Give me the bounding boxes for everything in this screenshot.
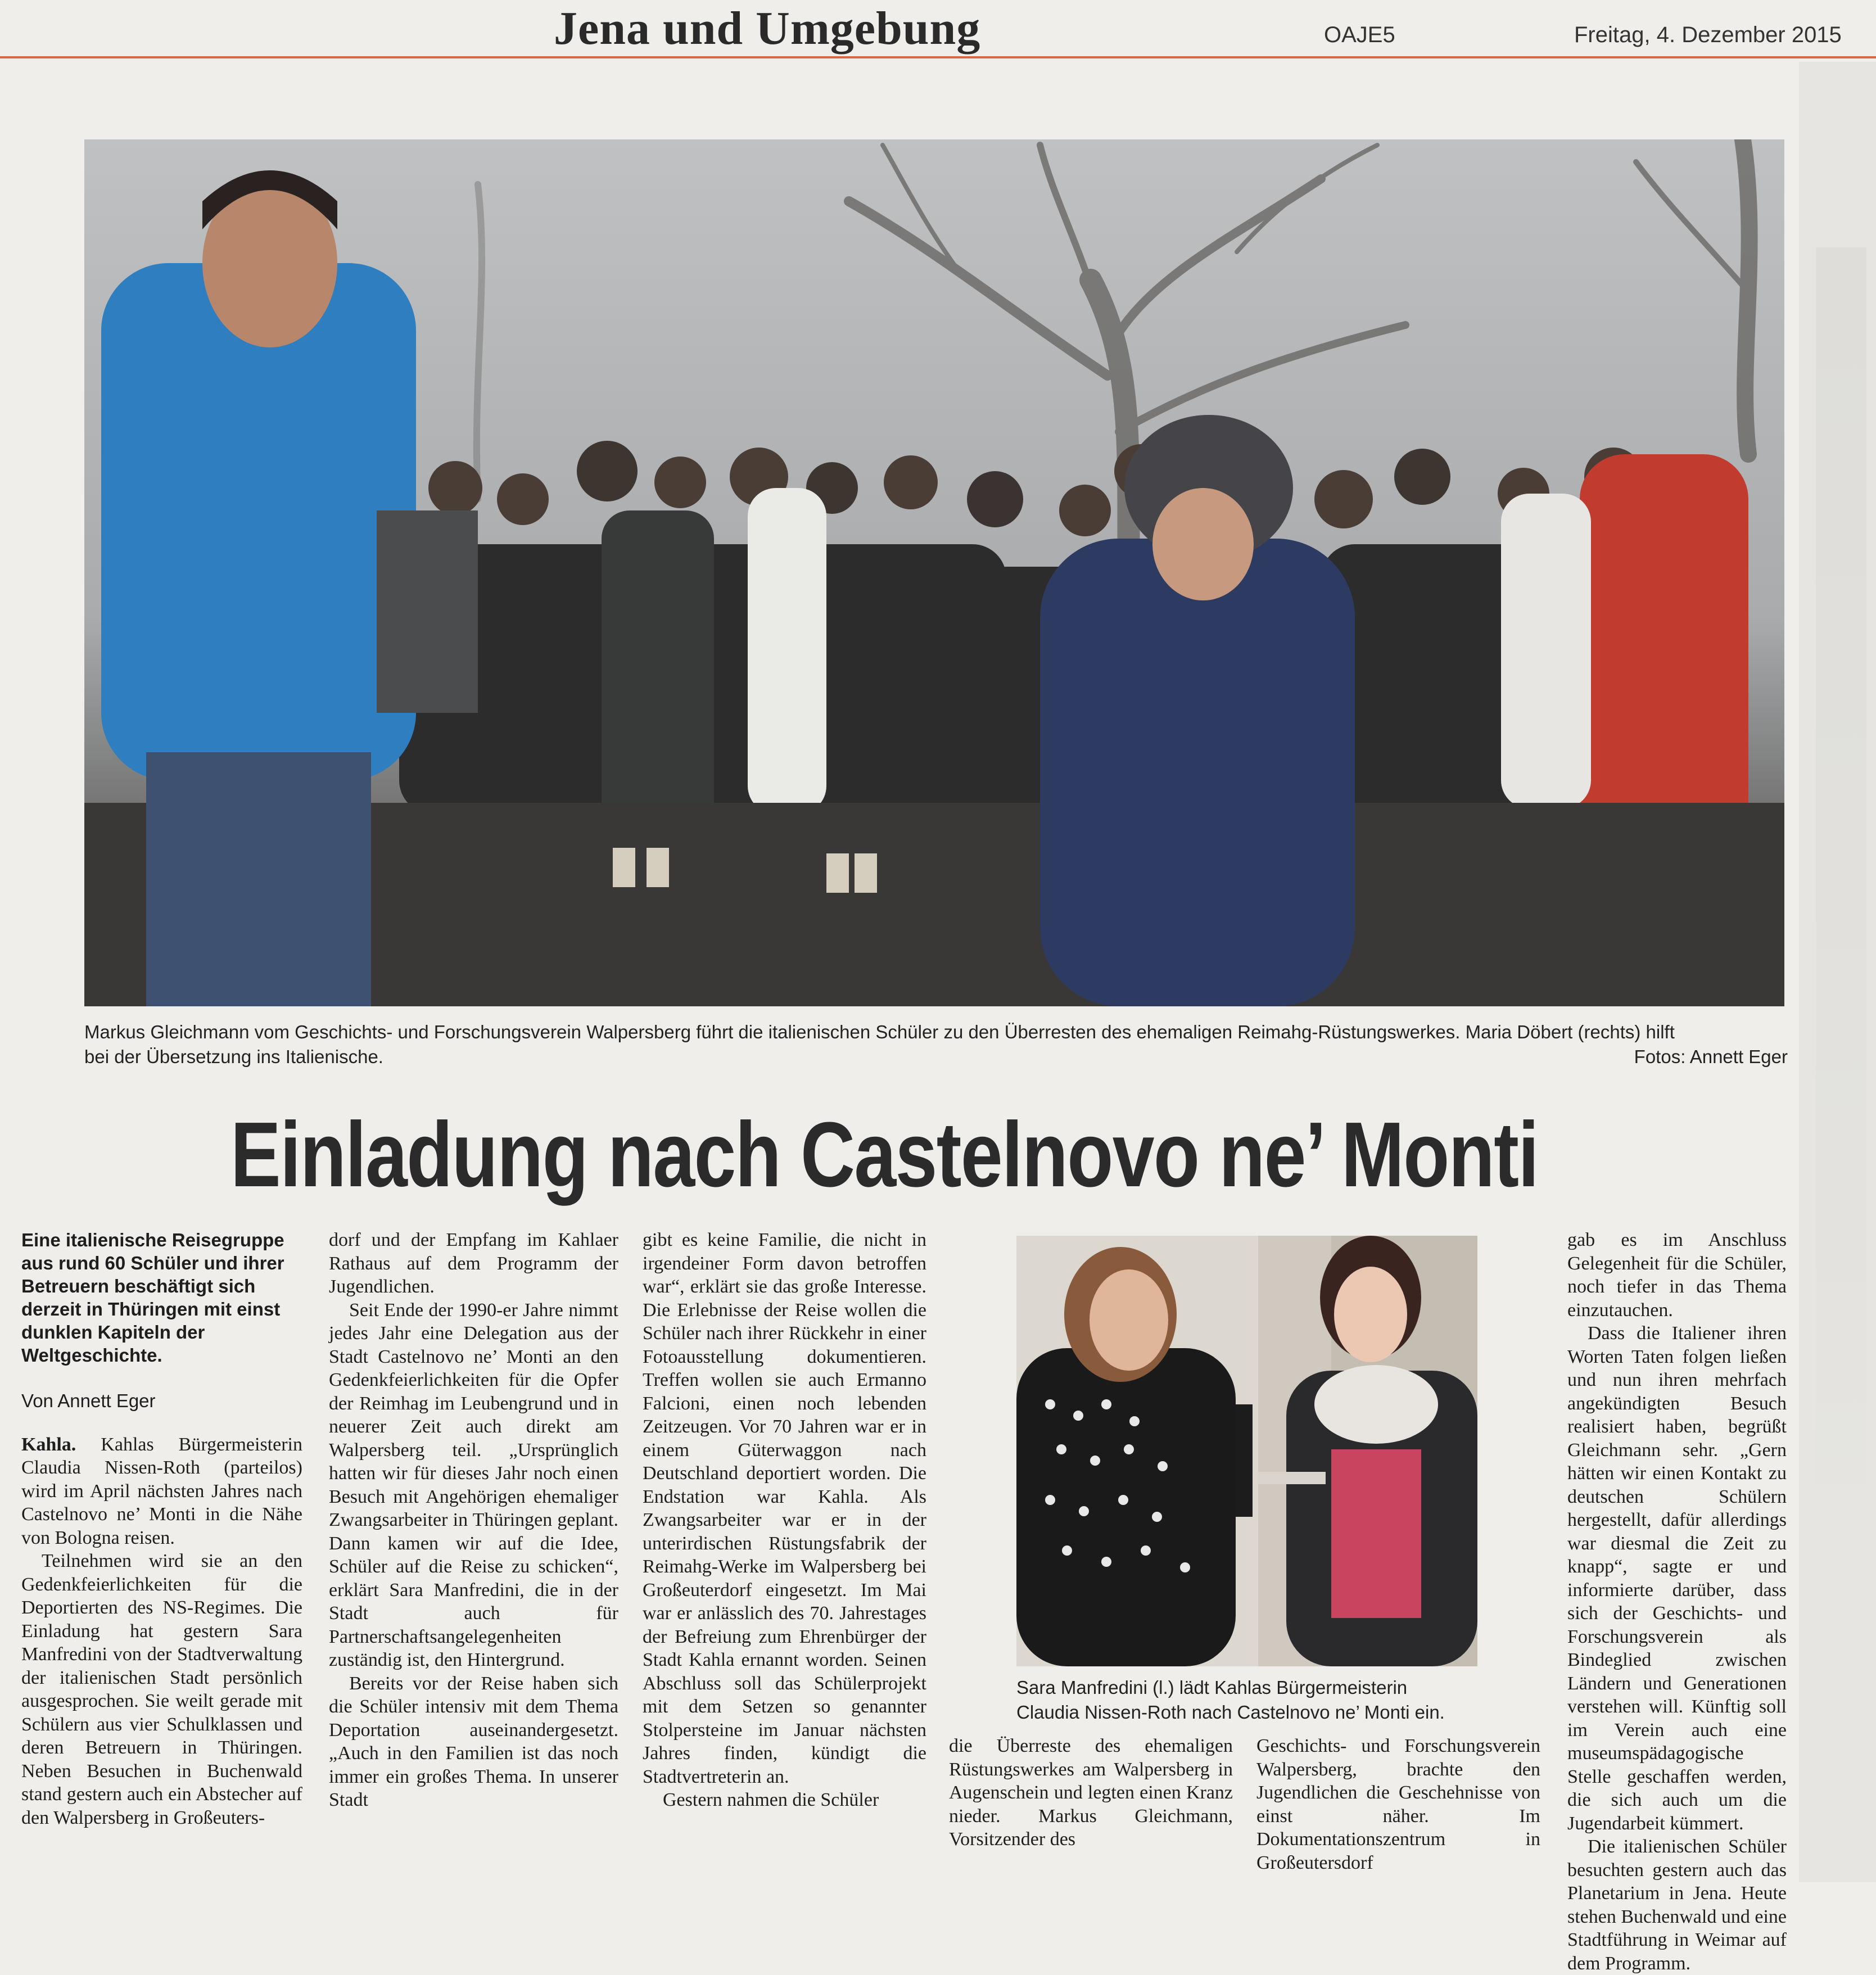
- main-photo-image: [84, 139, 1784, 1006]
- column-6-paragraph-3: Die italienischen Schüler besuchten gestern auch das Planetarium in Jena. Heute stehen Buchenwald und eine Stadtführung in Weimar auf dem Programm.: [1567, 1836, 1787, 1974]
- column-3-paragraph-2: Gestern nahmen die Schüler: [663, 1789, 879, 1810]
- column-1-paragraph-2: Teilnehmen wird sie an den Gedenkfeierlichkeiten für die Deportierten des NS-Regimes. Die Einladung hat gestern Sara Manfredini von der Stadtverwaltung der italienischen Stadt persönlich ausgesprochen. Sie weilt gerade mit Schülern aus vier Schulklassen und deren Betreuern in Thüringen. Neben Besuchen in Buchenwald stand gestern auch ein Abstecher auf den Walpersberg in Großeuters-: [21, 1551, 302, 1828]
- issue-date: Freitag, 4. Dezember 2015: [1574, 22, 1842, 47]
- main-photo-caption-line1: Markus Gleichmann vom Geschichts- und Forschungsverein Walpersberg führt die italienischen Schüler zu den Überresten des ehemaligen Reimahg-Rüstungswerkes. Maria Döbert (rechts) hilft: [84, 1022, 1675, 1042]
- byline: Von Annett Eger: [21, 1390, 156, 1411]
- column-2-paragraph-1: dorf und der Empfang im Kahlaer Rathaus auf dem Programm der Jugendlichen.: [329, 1230, 618, 1297]
- column-1-paragraph-1: [21, 1433, 302, 1550]
- column-4-paragraph-1: die Überreste des ehemaligen Rüstungswerkes am Walpersberg in Augenschein und legten einen Kranz nieder. Markus Gleichmann, Vorsitzender des: [949, 1736, 1233, 1850]
- main-photo-caption: [84, 1020, 1788, 1069]
- column-2-paragraph-2: Seit Ende der 1990-er Jahre nimmt jedes Jahr eine Delegation aus der Stadt Castelnovo ne’ Monti an den Gedenkfeierlichkeiten für die Opfer der Reimhag im Leubengrund und in neuerer Zeit auch direkt am Walpersberg teil. „Ursprünglich hatten wir für dieses Jahr noch einen Besuch mit Angehörigen ehemaliger Zwangsarbeiter in Thüringen geplant. Dann kamen wir auf die Idee, Schüler auf die Reise zu schicken“, erklärt Sara Manfredini, die in der Stadt auch für Partnerschaftsangelegenheiten zuständig ist, den Hintergrund.: [329, 1299, 618, 1670]
- main-photo-caption-line2: bei der Übersetzung ins Italienische.: [84, 1046, 383, 1067]
- column-3-paragraph-1: gibt es keine Familie, die nicht in irgendeiner Form davon betroffen war“, erklärt sie das große Interesse. Die Erlebnisse der Reise wollen die Schüler nach ihrer Rückkehr in einer Fotoausstellung dokumentieren. Treffen wollen sie auch Ermanno Falcioni, einen noch lebenden Zeitzeugen. Vor 70 Jahren war er in einem Güterwaggon nach Deutschland deportiert worden. Die Endstation war Kahla. Als Zwangsarbeiter war er in der unterirdischen Rüstungsfabrik der Reimahg-Werke im Walpersberg bei Großeuterdorf eingesetzt. Im Mai war er anlässlich des 70. Jahrestages der Befreiung zum Ehrenbürger der Stadt Kahla ernannt worden. Seinen Abschluss soll das Schülerprojekt mit dem Setzen so genannter Stolpersteine im Januar nächsten Jahres finden, kündigt die Stadtvertreterin an.: [643, 1230, 926, 1787]
- column-2-paragraph-3: Bereits vor der Reise haben sich die Schüler intensiv mit dem Thema Deportation auseinandergesetzt. „Auch in den Familien ist das noch immer ein großes Thema. In unserer Stadt: [329, 1673, 618, 1810]
- page-header: [0, 0, 1876, 62]
- adjacent-page-strip: [1799, 62, 1876, 1882]
- second-photo-image: [1016, 1236, 1477, 1666]
- column-5: [1256, 1734, 1540, 1874]
- section-title: Jena und Umgebung: [554, 2, 981, 55]
- main-photo: [84, 139, 1784, 1006]
- column-3: [643, 1228, 926, 1812]
- article-headline: Einladung nach Castelnovo ne’ Monti: [230, 1103, 1539, 1206]
- column-6-paragraph-2: Dass die Italiener ihren Worten Taten folgen ließen und nun ihren mehrfach angekündigten Besuch realisiert haben, begrüßt Gleichmann sehr. „Gern hätten wir einen Kontakt zu deutschen Schülern hergestellt, dafür allerdings war diesmal die Zeit zu knapp“, sagte er und informierte darüber, dass sich der Geschichts- und Forschungsverein als Bindeglied zwischen Ländern und Generationen verstehen will. Künftig soll im Verein auch eine museumspädagogische Stelle geschaffen werden, die sich auch um die Jugendarbeit kümmert.: [1567, 1323, 1787, 1834]
- header-rule: [0, 56, 1876, 58]
- edition-code: OAJE5: [1324, 22, 1395, 47]
- column-4: [949, 1734, 1233, 1851]
- column-1: [21, 1228, 302, 1829]
- column-6-paragraph-1: gab es im Anschluss Gelegenheit für die Schüler, noch tiefer in das Thema einzutauchen.: [1567, 1230, 1787, 1321]
- article-teaser: Eine italienische Reisegruppe aus rund 60 Schüler und ihrer Betreuern beschäftigt sich derzeit in Thüringen mit einst dunklen Kapiteln der Weltgeschichte.: [21, 1230, 284, 1366]
- second-photo: [1016, 1236, 1477, 1666]
- column-2: [329, 1228, 618, 1812]
- photo-credit: Fotos: Annett Eger: [1634, 1046, 1788, 1067]
- dateline: Kahla.: [21, 1434, 76, 1455]
- second-photo-caption: Sara Manfredini (l.) lädt Kahlas Bürgermeisterin Claudia Nissen-Roth nach Castelnovo ne’ Monti ein.: [1016, 1677, 1445, 1723]
- column-5-paragraph-1: Geschichts- und Forschungsverein Walpersberg, brachte den Jugendlichen die Geschehnisse von einst näher. Im Dokumentationszentrum in Großeutersdorf: [1256, 1736, 1540, 1873]
- column-1-text-1: Kahlas Bürgermeisterin Claudia Nissen-Roth (parteilos) wird im April nächsten Jahres nach Castelnovo ne’ Monti in die Nähe von Bologna reisen.: [21, 1434, 303, 1548]
- column-6: [1567, 1228, 1787, 1975]
